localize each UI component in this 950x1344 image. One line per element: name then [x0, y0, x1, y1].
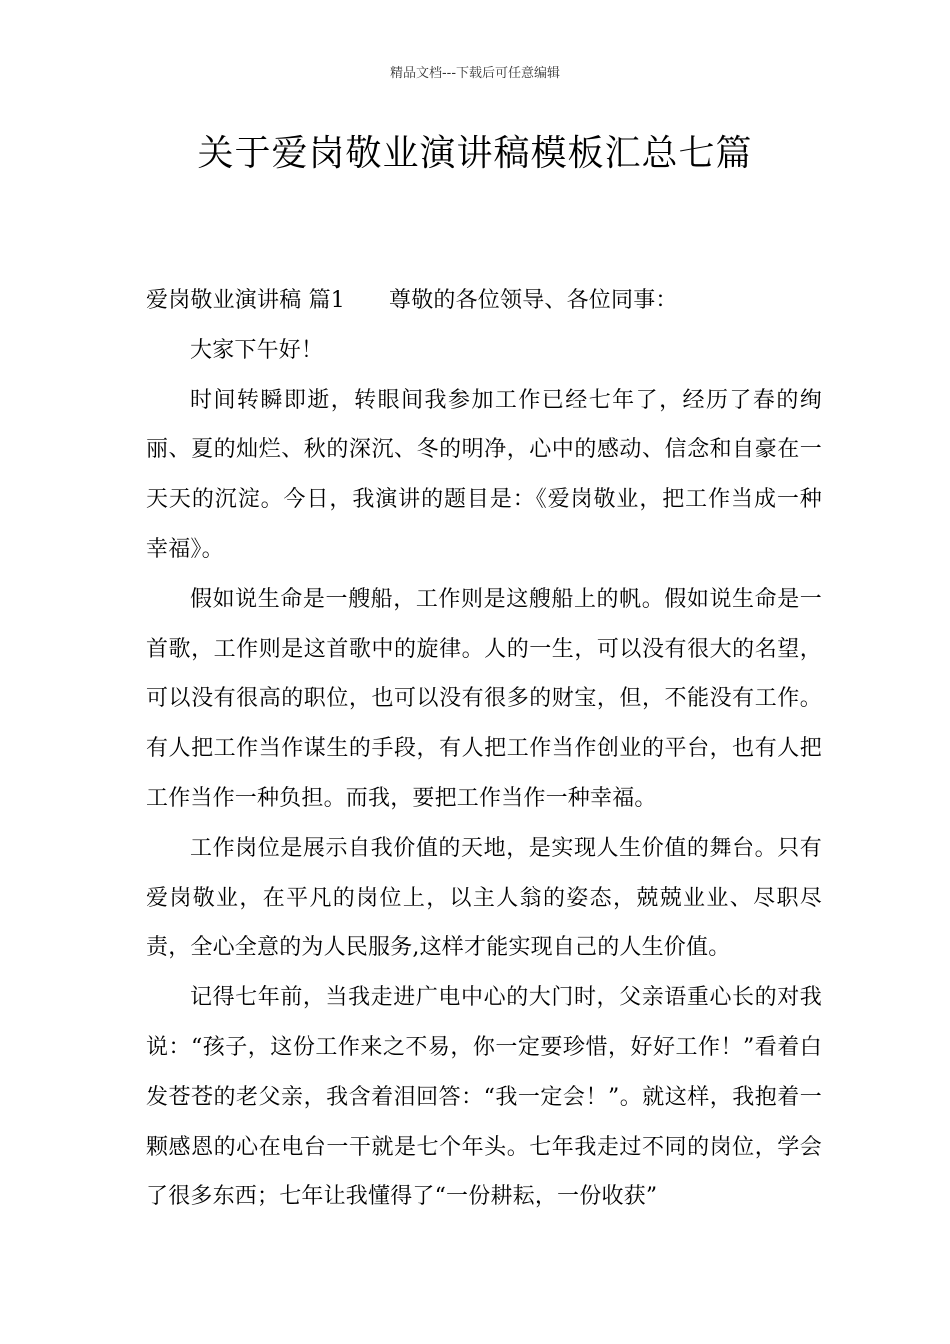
paragraph: 记得七年前，当我走进广电中心的大门时，父亲语重心长的对我说：“孩子，这份工作来之不易，你一定要珍惜，好好工作！”看着白发苍苍的老父亲，我含着泪回答：“我一定会！”。就这样，我抱着一颗感恩的心在电台一干就是七个年头。七年我走过不同的岗位，学会了很多东西；七年让我懂得了“一份耕耘，一份收获” [146, 985, 822, 1210]
salutation: 尊敬的各位领导、各位同事： [389, 288, 678, 313]
page-header: 精品文档---下载后可任意编辑 [389, 66, 561, 81]
paragraph-greeting: 大家下午好！ [190, 337, 324, 363]
opening-line [146, 276, 822, 326]
paragraph: 假如说生命是一艘船，工作则是这艘船上的帆。假如说生命是一首歌，工作则是这首歌中的旋律。人的一生，可以没有很大的名望，可以没有很高的职位，也可以没有很多的财宝，但，不能没有工作。有人把工作当作谋生的手段，有人把工作当作创业的平台，也有人把工作当作一种负担。而我，要把工作当作一种幸福。 [146, 586, 822, 811]
paragraph: 时间转瞬即逝，转眼间我参加工作已经七年了，经历了春的绚丽、夏的灿烂、秋的深沉、冬的明净，心中的感动、信念和自豪在一天天的沉淀。今日，我演讲的题目是：《爱岗敬业，把工作当成一种幸福》。 [146, 387, 822, 562]
paragraph: 工作岗位是展示自我价值的天地，是实现人生价值的舞台。只有爱岗敬业，在平凡的岗位上，以主人翁的姿态，兢兢业业、尽职尽责，全心全意的为人民服务,这样才能实现自己的人生价值。 [146, 835, 822, 961]
document-title: 关于爱岗敬业演讲稿模板汇总七篇 [197, 133, 753, 174]
document-body [146, 276, 822, 1222]
section-label: 爱岗敬业演讲稿 篇1 [146, 288, 345, 313]
